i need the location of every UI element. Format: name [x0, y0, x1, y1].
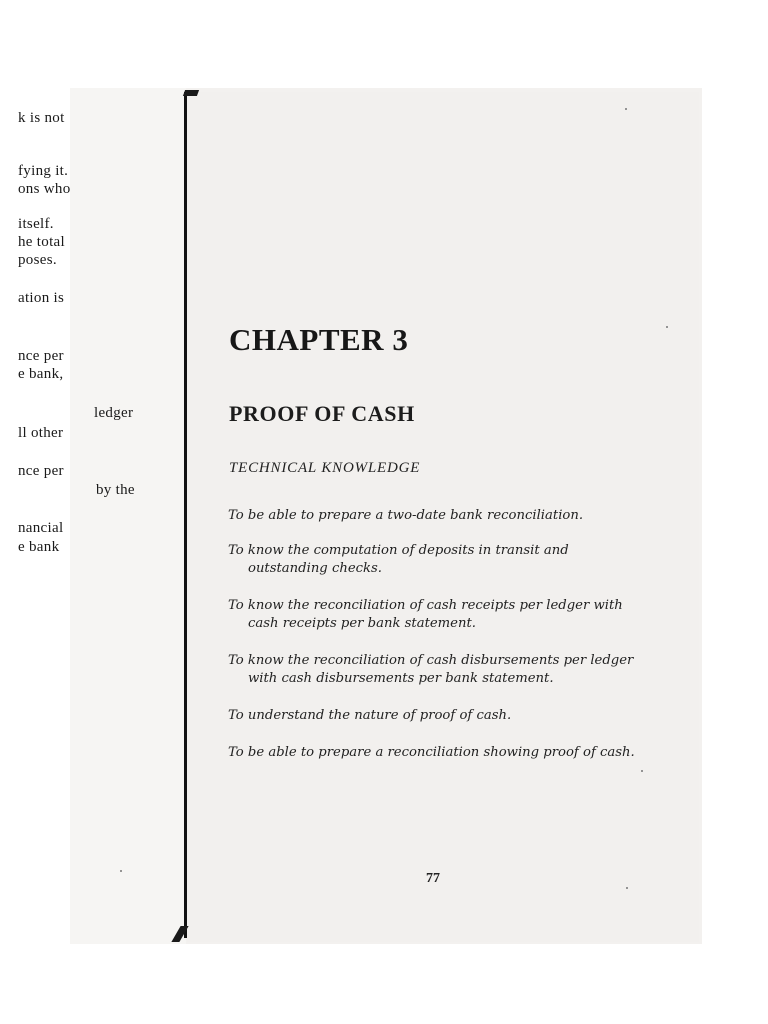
left-page-fragment: nancial	[18, 520, 64, 536]
left-page	[70, 88, 186, 944]
objective-text-continued: outstanding checks.	[248, 561, 382, 576]
left-page-fragment: e bank	[18, 539, 60, 555]
left-page-fragment: ons who	[18, 181, 71, 197]
objective-text: To be able to prepare a reconciliation showing proof of cash.	[228, 745, 635, 760]
objective-item	[228, 542, 569, 578]
left-page-fragment: k is not	[18, 110, 65, 126]
objective-text: To know the reconciliation of cash receipts per ledger with	[228, 598, 623, 613]
left-page-fragment: by the	[96, 482, 135, 498]
paper-speck	[625, 108, 627, 110]
objective-item	[228, 597, 623, 633]
left-page-fragment: e bank,	[18, 366, 64, 382]
objective-text-continued: with cash disbursements per bank statement.	[248, 671, 554, 686]
left-page-fragment: he total	[18, 234, 65, 250]
section-title: PROOF OF CASH	[229, 401, 415, 426]
paper-speck	[626, 887, 628, 889]
objective-text: To be able to prepare a two-date bank reconciliation.	[228, 508, 584, 523]
page-number: 77	[426, 871, 440, 886]
objective-item	[228, 652, 633, 688]
objective-text: To know the computation of deposits in transit and	[228, 543, 569, 558]
chapter-title: CHAPTER 3	[229, 322, 409, 357]
left-page-fragment: ation is	[18, 290, 65, 306]
left-page-fragment: fying it.	[18, 163, 69, 179]
paper-speck	[641, 770, 643, 772]
left-page-fragment: ledger	[94, 405, 134, 421]
objective-item	[228, 507, 583, 525]
left-page-fragment: poses.	[18, 252, 57, 268]
objective-item	[228, 707, 511, 725]
paper-speck	[666, 326, 668, 328]
book-spine	[184, 92, 187, 938]
paper-speck	[120, 870, 122, 872]
subsection-title: TECHNICAL KNOWLEDGE	[229, 460, 421, 476]
left-page-fragment: nce per	[18, 348, 64, 364]
left-page-fragment: ll other	[18, 425, 64, 441]
left-page-fragment: nce per	[18, 463, 64, 479]
objective-text: To understand the nature of proof of cash.	[228, 708, 512, 723]
objective-item	[228, 744, 635, 762]
objective-text: To know the reconciliation of cash disbursements per ledger	[228, 653, 634, 668]
objective-text-continued: cash receipts per bank statement.	[248, 616, 476, 631]
left-page-fragment: itself.	[18, 216, 54, 232]
book-spine-top	[183, 90, 199, 96]
